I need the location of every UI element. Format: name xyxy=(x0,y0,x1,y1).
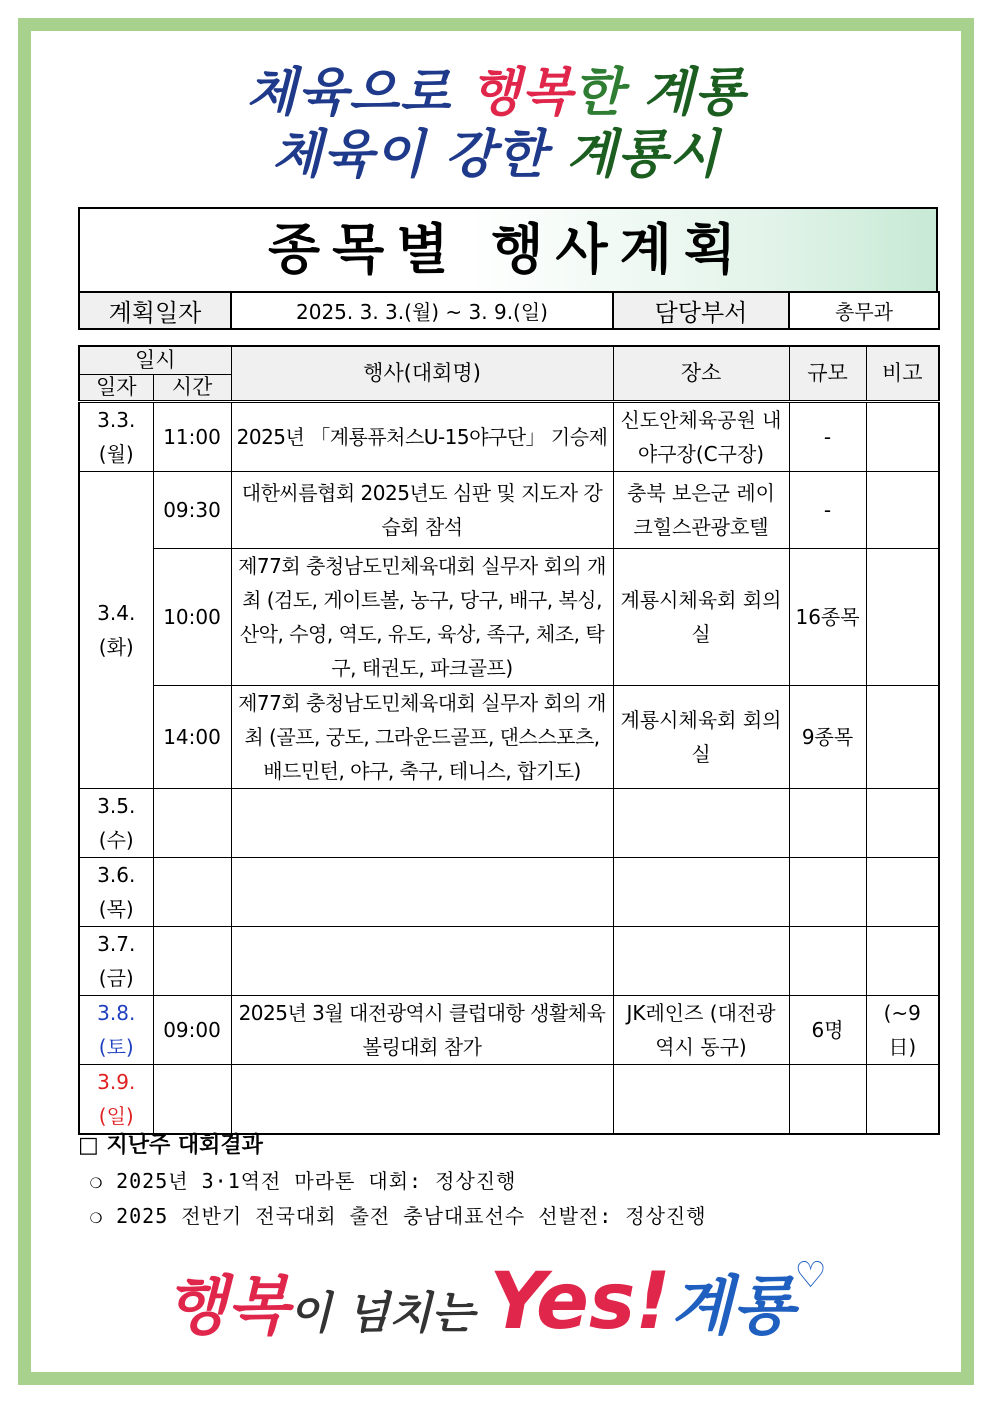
date-weekday: (일) xyxy=(98,1103,134,1128)
plan-date-value: 2025. 3. 3.(월) ~ 3. 9.(일) xyxy=(231,292,613,329)
scale-cell xyxy=(789,1064,866,1134)
note-cell xyxy=(866,926,939,995)
place-cell: 계룡시체육회 회의실 xyxy=(613,685,789,788)
event-cell: 대한씨름협회 2025년도 심판 및 지도자 강습회 참석 xyxy=(231,471,613,548)
event-cell xyxy=(231,857,613,926)
note-cell xyxy=(866,788,939,857)
time-cell: 09:30 xyxy=(153,471,231,548)
table-row xyxy=(79,685,939,788)
result-item: ❍ 2025년 3·1역전 마라톤 대회: 정상진행 xyxy=(90,1169,517,1193)
slogan-part: 한 xyxy=(572,63,644,123)
info-table xyxy=(78,291,940,330)
date-day: 3.6. xyxy=(97,862,136,887)
header-scale: 규모 xyxy=(789,346,866,401)
scale-cell: - xyxy=(789,471,866,548)
scale-cell xyxy=(789,926,866,995)
note-cell xyxy=(866,685,939,788)
date-cell xyxy=(79,1064,153,1134)
note-cell xyxy=(866,401,939,471)
dept-label: 담당부서 xyxy=(613,292,789,329)
date-cell xyxy=(79,401,153,471)
time-cell: 10:00 xyxy=(153,548,231,685)
footer-slogan-part: 계룡 xyxy=(670,1270,795,1344)
note-cell xyxy=(866,857,939,926)
time-cell xyxy=(153,788,231,857)
note-cell xyxy=(866,548,939,685)
place-cell xyxy=(613,788,789,857)
event-cell xyxy=(231,926,613,995)
scale-cell: - xyxy=(789,401,866,471)
slogan-part: 계룡 xyxy=(643,63,746,123)
header-event: 행사(대회명) xyxy=(231,346,613,401)
place-cell: JK레인즈 (대전광역시 동구) xyxy=(613,995,789,1064)
place-cell: 계룡시체육회 회의실 xyxy=(613,548,789,685)
scale-cell: 16종목 xyxy=(789,548,866,685)
date-cell xyxy=(79,471,153,788)
note-cell: (~9日) xyxy=(866,995,939,1064)
time-cell: 14:00 xyxy=(153,685,231,788)
table-row xyxy=(79,857,939,926)
slogan-line-2 xyxy=(0,112,992,187)
table-row xyxy=(79,995,939,1064)
date-weekday: (목) xyxy=(98,896,134,921)
date-day: 3.4. xyxy=(97,600,136,625)
place-cell: 신도안체육공원 내 야구장(C구장) xyxy=(613,401,789,471)
event-cell xyxy=(231,1064,613,1134)
note-cell xyxy=(866,1064,939,1134)
footer-slogan-part: 이 넘치는 xyxy=(288,1288,490,1339)
date-weekday: (화) xyxy=(98,634,134,659)
slogan-part: 체육 xyxy=(271,125,375,185)
table-row xyxy=(79,401,939,471)
place-cell xyxy=(613,926,789,995)
date-weekday: (금) xyxy=(98,965,134,990)
time-cell: 11:00 xyxy=(153,401,231,471)
scale-cell xyxy=(789,788,866,857)
event-cell: 2025년 3월 대전광역시 클럽대항 생활체육 볼링대회 참가 xyxy=(231,995,613,1064)
header-note: 비고 xyxy=(866,346,939,401)
place-cell xyxy=(613,1064,789,1134)
date-weekday: (토) xyxy=(98,1034,134,1059)
plan-date-label: 계획일자 xyxy=(79,292,231,329)
schedule-table xyxy=(78,345,940,1135)
header-place: 장소 xyxy=(613,346,789,401)
dept-value: 총무과 xyxy=(789,292,939,329)
event-cell xyxy=(231,788,613,857)
event-cell: 2025년 「계룡퓨처스U-15야구단」 기승제 xyxy=(231,401,613,471)
time-cell: 09:00 xyxy=(153,995,231,1064)
time-cell xyxy=(153,857,231,926)
slogan-part: 계룡시 xyxy=(566,125,721,185)
footer-slogan xyxy=(0,1255,992,1347)
date-day: 3.8. xyxy=(97,1000,136,1025)
scale-cell xyxy=(789,857,866,926)
event-cell: 제77회 충청남도민체육대회 실무자 회의 개최 (골프, 궁도, 그라운드골프, 댄스스포츠, 배드민턴, 야구, 축구, 테니스, 합기도) xyxy=(231,685,613,788)
table-row xyxy=(79,471,939,548)
date-day: 3.5. xyxy=(97,793,136,818)
note-cell xyxy=(866,471,939,548)
slogan-part: 체육으로 xyxy=(246,63,471,123)
time-cell xyxy=(153,926,231,995)
date-day: 3.9. xyxy=(97,1069,136,1094)
header-date: 일자 xyxy=(79,374,153,401)
header-datetime: 일시 xyxy=(79,346,231,374)
table-row xyxy=(79,926,939,995)
document-title: 종목별 행사계획 xyxy=(78,207,938,291)
date-day: 3.7. xyxy=(97,931,136,956)
header-time: 시간 xyxy=(153,374,231,401)
footer-slogan-part: 행복 xyxy=(165,1270,289,1344)
footer-slogan-part: Yes! xyxy=(489,1257,671,1347)
date-cell xyxy=(79,926,153,995)
place-cell: 충북 보은군 레이크힐스관광호텔 xyxy=(613,471,789,548)
heart-icon: ♡ xyxy=(794,1255,827,1296)
results-heading: □ 지난주 대회결과 xyxy=(78,1133,263,1158)
event-cell: 제77회 충청남도민체육대회 실무자 회의 개최 (검도, 게이트볼, 농구, 당구, 배구, 복싱, 산악, 수영, 역도, 유도, 육상, 족구, 체조, 탁구, 태권도, 파크골프) xyxy=(231,548,613,685)
scale-cell: 6명 xyxy=(789,995,866,1064)
slogan-part: 이 강한 xyxy=(374,125,567,185)
time-cell xyxy=(153,1064,231,1134)
slogan-part: 행복 xyxy=(470,63,573,123)
result-item: ❍ 2025 전반기 전국대회 출전 충남대표선수 선발전: 정상진행 xyxy=(90,1204,707,1228)
date-weekday: (월) xyxy=(98,441,134,466)
table-row xyxy=(79,1064,939,1134)
table-row xyxy=(79,548,939,685)
table-row xyxy=(79,788,939,857)
scale-cell: 9종목 xyxy=(789,685,866,788)
date-cell xyxy=(79,995,153,1064)
date-cell xyxy=(79,857,153,926)
place-cell xyxy=(613,857,789,926)
date-weekday: (수) xyxy=(98,827,134,852)
last-week-results xyxy=(78,1128,938,1229)
date-cell xyxy=(79,788,153,857)
date-day: 3.3. xyxy=(97,407,136,432)
